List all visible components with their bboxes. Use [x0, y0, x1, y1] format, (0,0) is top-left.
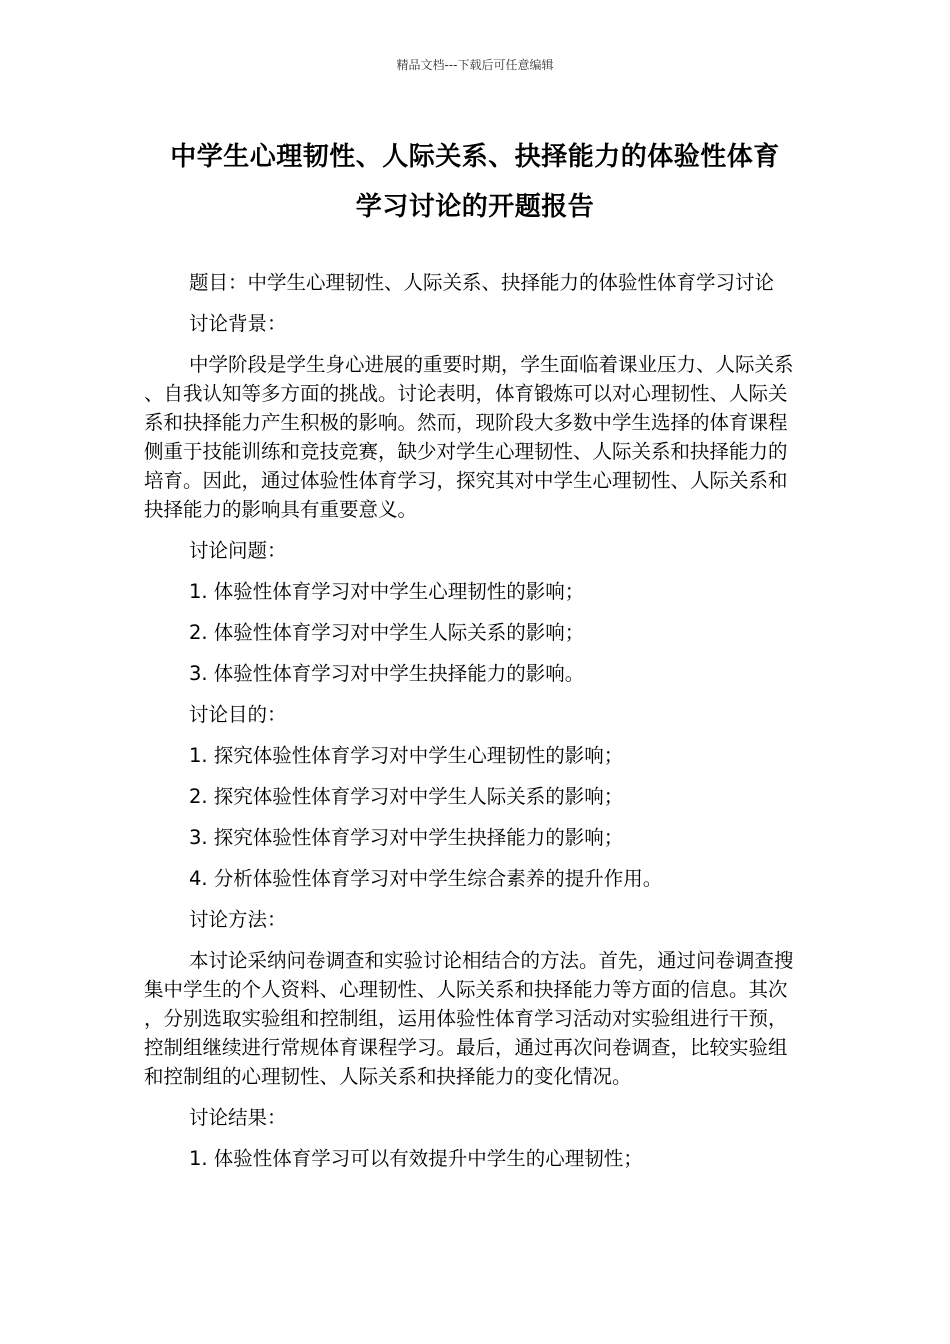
header-note: 精品文档---下载后可任意编辑 — [396, 58, 554, 72]
title-line-2: 学习讨论的开题报告 — [355, 192, 595, 222]
method-heading: 讨论方法： — [189, 908, 287, 931]
background-paragraph: 中学阶段是学生身心进展的重要时期，学生面临着课业压力、人际关系、自我认知等多方面的挑战。讨论表明，体育锻炼可以对心理韧性、人际关系和抉择能力产生积极的影响。然而，现阶段大多数中学生选择的体育课程侧重于技能训练和竞技竞赛，缺少对学生心理韧性、人际关系和抉择能力的培育。因此，通过体验性体育学习，探究其对中学生心理韧性、人际关系和抉择能力的影响具有重要意义。 — [144, 353, 794, 521]
purpose-item: 2. 探究体验性体育学习对中学生人际关系的影响； — [189, 785, 624, 808]
question-item: 3. 体验性体育学习对中学生抉择能力的影响。 — [189, 662, 585, 685]
purpose-item: 1. 探究体验性体育学习对中学生心理韧性的影响； — [189, 744, 624, 767]
topic-paragraph: 题目：中学生心理韧性、人际关系、抉择能力的体验性体育学习讨论 — [189, 271, 775, 294]
purpose-heading: 讨论目的： — [189, 703, 287, 726]
document-body — [144, 268, 794, 1185]
title-line-1: 中学生心理韧性、人际关系、抉择能力的体验性体育 — [170, 142, 780, 172]
question-item: 2. 体验性体育学习对中学生人际关系的影响； — [189, 621, 585, 644]
purpose-item: 4. 分析体验性体育学习对中学生综合素养的提升作用。 — [189, 867, 663, 890]
purpose-item: 3. 探究体验性体育学习对中学生抉择能力的影响； — [189, 826, 624, 849]
questions-heading: 讨论问题： — [189, 539, 287, 562]
document-title — [130, 132, 820, 232]
result-item: 1. 体验性体育学习可以有效提升中学生的心理韧性； — [189, 1147, 643, 1170]
background-heading: 讨论背景： — [189, 312, 287, 335]
method-paragraph: 本讨论采纳问卷调查和实验讨论相结合的方法。首先，通过问卷调查搜集中学生的个人资料、心理韧性、人际关系和抉择能力等方面的信息。其次，分别选取实验组和控制组，运用体验性体育学习活动对实验组进行干预，控制组继续进行常规体育课程学习。最后，通过再次问卷调查，比较实验组和控制组的心理韧性、人际关系和抉择能力的变化情况。 — [144, 949, 794, 1088]
question-item: 1. 体验性体育学习对中学生心理韧性的影响； — [189, 580, 585, 603]
results-heading: 讨论结果： — [189, 1106, 287, 1129]
